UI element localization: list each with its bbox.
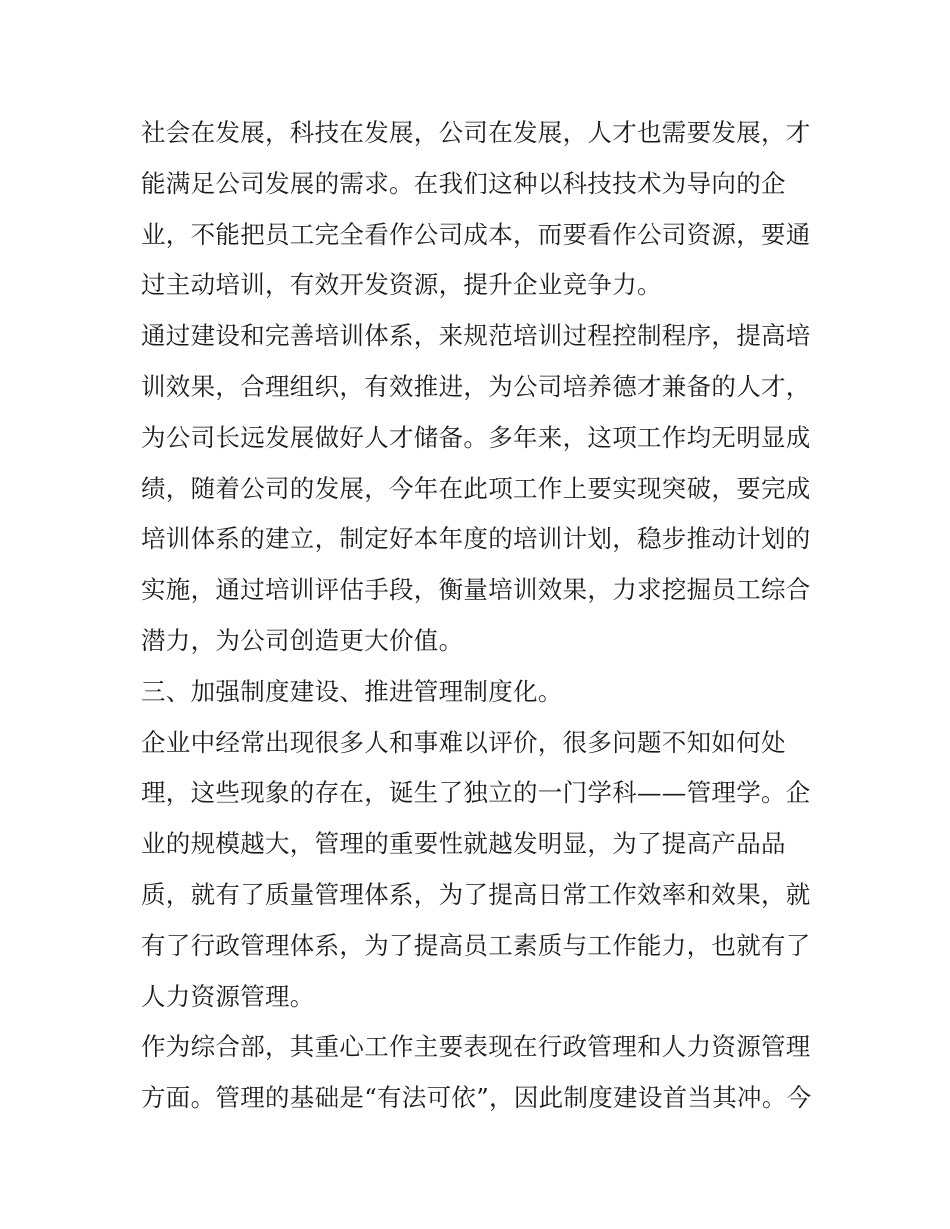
text-line: 训效果，合理组织，有效推进，为公司培养德才兼备的人才， [141, 371, 811, 401]
text-line: 通过建设和完善培训体系，来规范培训过程控制程序，提高培 [141, 321, 811, 351]
section-heading: 三、加强制度建设、推进管理制度化。 [141, 676, 563, 706]
text-line: 能满足公司发展的需求。在我们这种以科技技术为导向的企 [141, 168, 786, 198]
text-line: 绩，随着公司的发展，今年在此项工作上要实现突破，要完成 [141, 473, 811, 503]
text-line: 企业中经常出现很多人和事难以评价，很多问题不知如何处 [141, 727, 786, 757]
text-line: 过主动培训，有效开发资源，提升企业竞争力。 [141, 270, 662, 300]
text-line: 人力资源管理。 [141, 981, 315, 1011]
text-line: 业，不能把员工完全看作公司成本，而要看作公司资源，要通 [141, 219, 811, 249]
text-line: 潜力，为公司创造更大价值。 [141, 625, 464, 655]
text-line: 培训体系的建立，制定好本年度的培训计划，稳步推动计划的 [141, 524, 811, 554]
text-line: 质，就有了质量管理体系，为了提高日常工作效率和效果，就 [141, 879, 811, 909]
text-line: 社会在发展，科技在发展，公司在发展，人才也需要发展，才 [141, 118, 811, 147]
text-line: 业的规模越大，管理的重要性就越发明显，为了提高产品品 [141, 829, 786, 859]
text-line: 为公司长远发展做好人才储备。多年来，这项工作均无明显成 [141, 422, 811, 452]
text-line: 实施，通过培训评估手段，衡量培训效果，力求挖掘员工综合 [141, 575, 811, 605]
document-body [141, 108, 813, 1124]
text-line: 理，这些现象的存在，诞生了独立的一门学科——管理学。企 [141, 778, 811, 808]
text-line: 方面。管理的基础是“有法可依”，因此制度建设首当其冲。今 [141, 1083, 812, 1113]
text-line: 有了行政管理体系，为了提高员工素质与工作能力，也就有了 [141, 930, 811, 960]
text-line: 作为综合部，其重心工作主要表现在行政管理和人力资源管理 [141, 1032, 811, 1062]
